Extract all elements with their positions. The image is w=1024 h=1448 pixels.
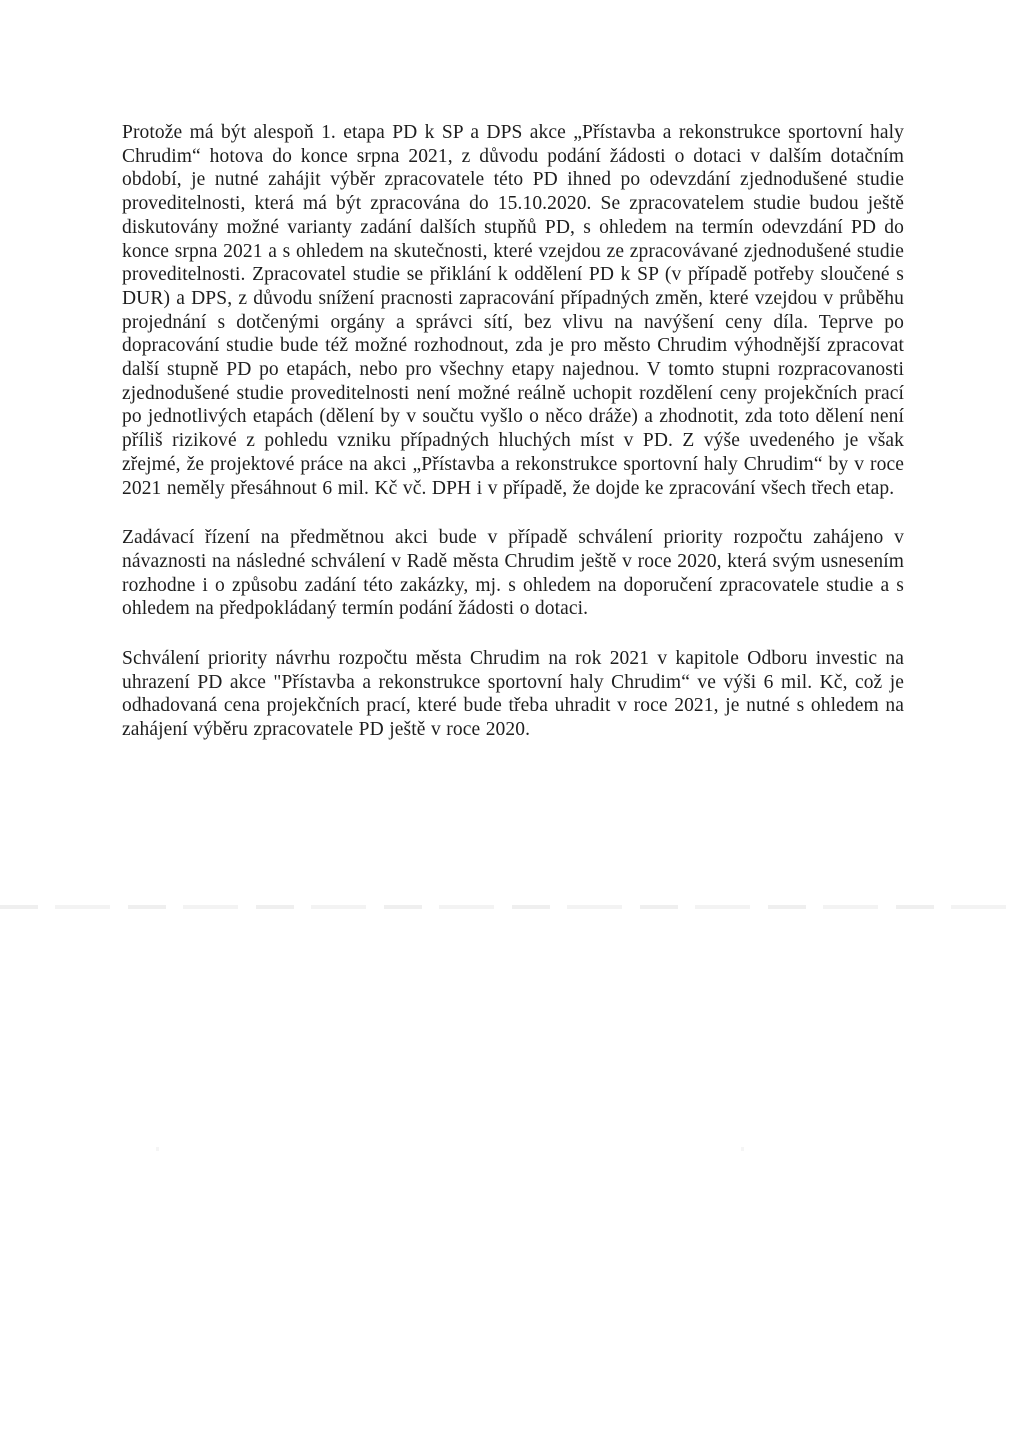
- paragraph-1: Protože má být alespoň 1. etapa PD k SP a DPS akce „Přístavba a rekonstrukce sportovní haly Chrudim“ hotova do konce srpna 2021, z důvodu podání žádosti o dotaci v dalším dotačním období, je nutné zahájit výběr zpracovatele této PD ihned po odevzdání zjednodušené studie proveditelnosti, která má být zpracována do 15.10.2020. Se zpracovatelem studie budou ještě diskutovány možné varianty zadání dalších stupňů PD, s ohledem na termín odevzdání PD do konce srpna 2021 a s ohledem na skutečnosti, které vzejdou ze zpracovávané zjednodušené studie proveditelnosti. Zpracovatel studie se přiklání k oddělení PD k SP (v případě potřeby sloučené s DUR) a DPS, z důvodu snížení pracnosti zapracování případných změn, které vzejdou v průběhu projednání s dotčenými orgány a správci sítí, bez vlivu na navýšení ceny díla. Teprve po dopracování studie bude též možné rozhodnout, zda je pro město Chrudim výhodnější zpracovat další stupně PD po etapách, nebo pro všechny etapy najednou. V tomto stupni rozpracovanosti zjednodušené studie proveditelnosti není možné reálně uchopit rozdělení ceny projekčních prací po jednotlivých etapách (dělení by v součtu vyšlo o něco dráže) a zhodnotit, zda toto dělení není příliš rizikové z pohledu vzniku případných hluchých míst v PD. Z výše uvedeného je však zřejmé, že projektové práce na akci „Přístavba a rekonstrukce sportovní haly Chrudim“ by v roce 2021 neměly přesáhnout 6 mil. Kč vč. DPH i v případě, že dojde ke zpracování všech třech etap.: [122, 122, 904, 499]
- document-text-block: [122, 121, 904, 742]
- scan-artifact-line: [0, 905, 1024, 909]
- scan-speck: [741, 1147, 744, 1151]
- paragraph-2: Zadávací řízení na předmětnou akci bude v případě schválení priority rozpočtu zahájeno v návaznosti na následné schválení v Radě města Chrudim ještě v roce 2020, která svým usnesením rozhodne i o způsobu zadání této zakázky, mj. s ohledem na doporučení zpracovatele studie a s ohledem na předpokládaný termín podání žádosti o dotaci.: [122, 527, 904, 620]
- paragraph-3: Schválení priority návrhu rozpočtu města Chrudim na rok 2021 v kapitole Odboru investic na uhrazení PD akce "Přístavba a rekonstrukce sportovní haly Chrudim“ ve výši 6 mil. Kč, což je odhadovaná cena projekčních prací, které bude třeba uhradit v roce 2021, je nutné s ohledem na zahájení výběru zpracovatele PD ještě v roce 2020.: [122, 648, 904, 741]
- scan-speck: [156, 1147, 159, 1151]
